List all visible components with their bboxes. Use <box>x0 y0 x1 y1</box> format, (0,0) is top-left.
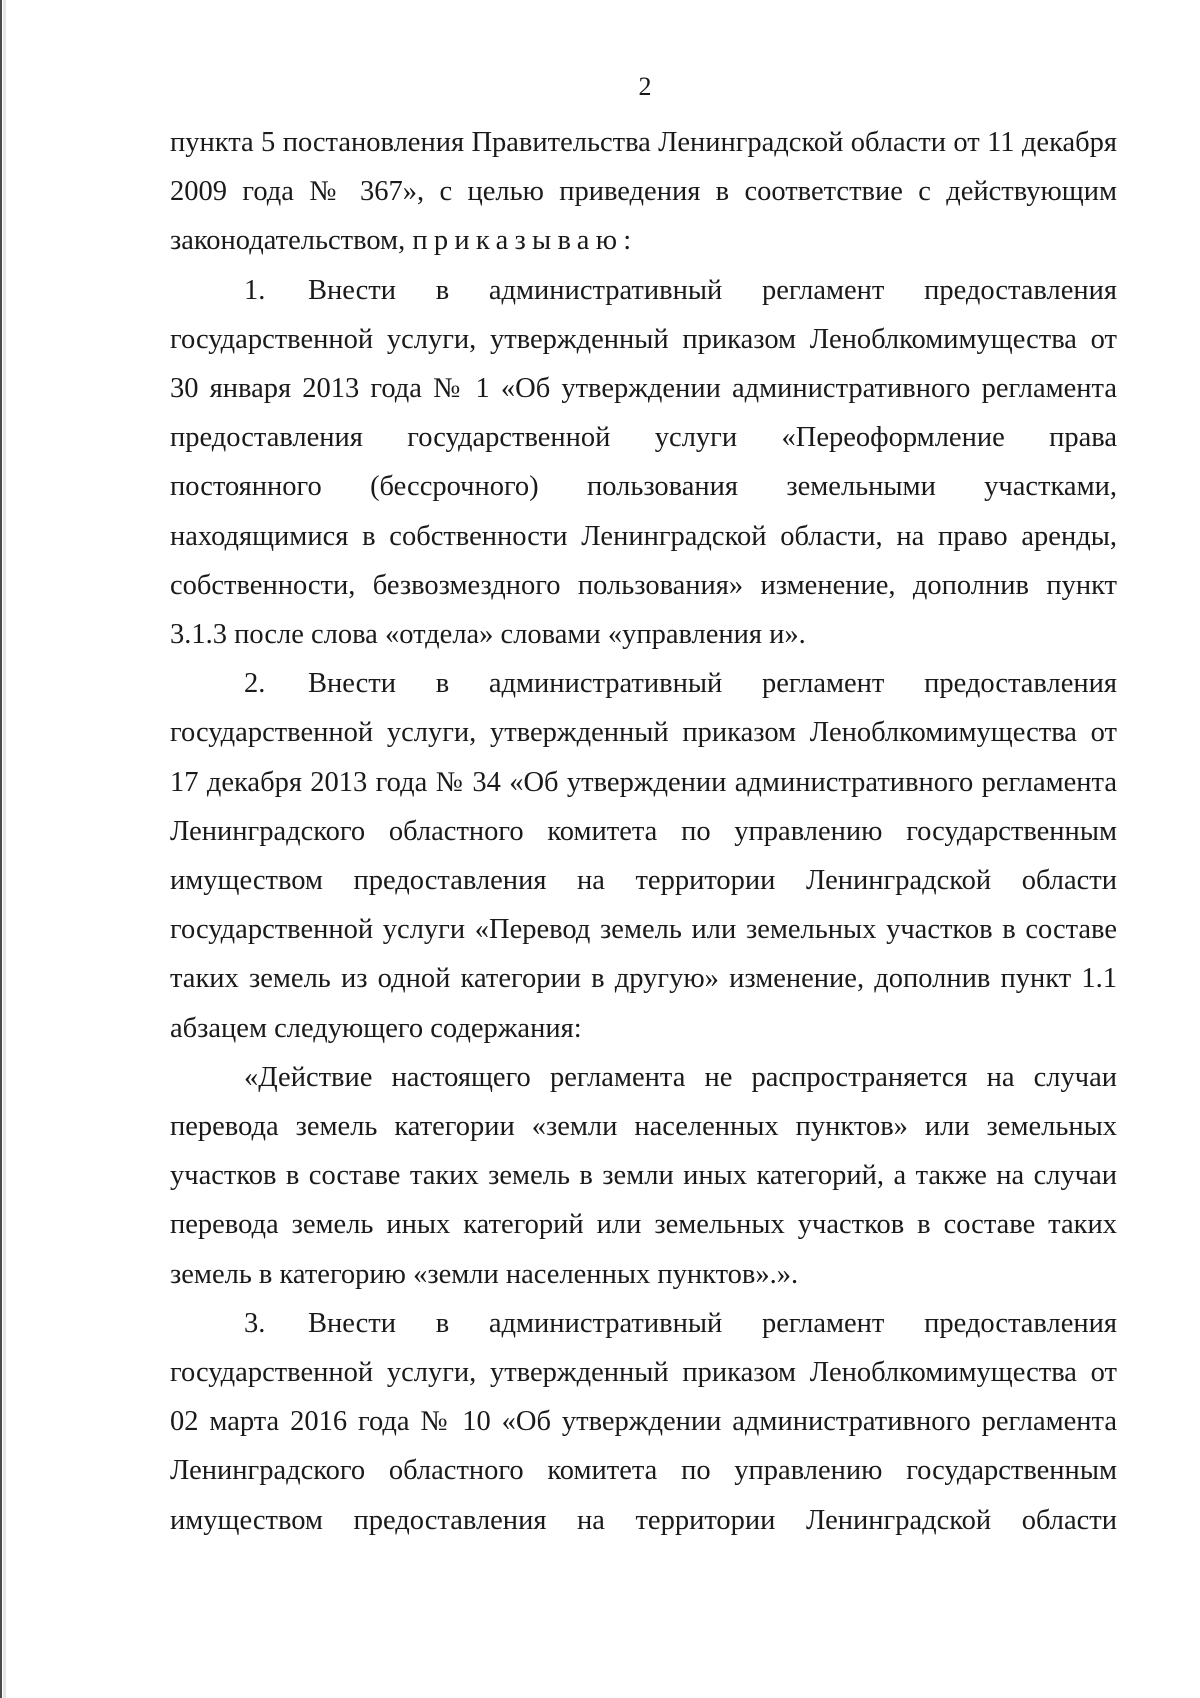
text-line: находящимися в собственности Ленинградской области, на право аренды, <box>170 520 1117 552</box>
text-line <box>170 659 1117 708</box>
text-line: участков в составе таких земель в земли иных категорий, а также на случаи <box>170 1160 1117 1192</box>
text-fragment: Внести в административный регламент предоставления <box>308 1307 1117 1339</box>
text-line: 30 января 2013 года № 1 «Об утверждении административного регламента <box>170 373 1117 405</box>
document-body <box>170 118 1117 1545</box>
text-line: имуществом предоставления на территории Ленинградской области <box>170 865 1117 897</box>
scan-edge <box>0 0 2 1698</box>
text-line: государственной услуги, утвержденный приказом Леноблкомимущества от <box>170 1357 1117 1389</box>
page-number: 2 <box>638 72 652 101</box>
scan-shadow <box>3 0 6 1698</box>
text-line: 17 декабря 2013 года № 34 «Об утверждении административного регламента <box>170 766 1117 798</box>
text-line <box>170 216 1117 265</box>
text-line: 02 марта 2016 года № 10 «Об утверждении административного регламента <box>170 1406 1117 1438</box>
text-line: государственной услуги, утвержденный приказом Леноблкомимущества от <box>170 323 1117 355</box>
text-line: собственности, безвозмездного пользования» изменение, дополнив пункт <box>170 569 1117 601</box>
intro-paragraph <box>170 118 1117 266</box>
item-number: 1. <box>244 274 266 306</box>
text-line: государственной услуги, утвержденный приказом Леноблкомимущества от <box>170 717 1117 749</box>
text-line: пункта 5 постановления Правительства Ленинградской области от 11 декабря <box>170 127 1117 158</box>
text-line: абзацем следующего содержания: <box>170 1012 582 1044</box>
text-line: имуществом предоставления на территории Ленинградской области <box>170 1504 1117 1536</box>
text-line <box>170 266 1117 315</box>
order-word: приказываю: <box>412 225 638 257</box>
text-line: предоставления государственной услуги «Переоформление права <box>170 422 1117 454</box>
text-line: перевода земель иных категорий или земельных участков в составе таких <box>170 1209 1117 1241</box>
text-line: 3.1.3 после слова «отдела» словами «управления и». <box>170 619 806 651</box>
text-line <box>170 1299 1117 1348</box>
text-line: постоянного (бессрочного) пользования земельными участками, <box>170 471 1117 503</box>
text-fragment: Внести в административный регламент предоставления <box>308 274 1117 306</box>
item-number: 3. <box>244 1307 266 1339</box>
text-fragment: Внести в административный регламент предоставления <box>308 668 1117 700</box>
item-number: 2. <box>244 668 266 700</box>
text-line: Ленинградского областного комитета по управлению государственным <box>170 815 1117 847</box>
item-2 <box>170 659 1117 1053</box>
item-1 <box>170 266 1117 660</box>
text-line: Ленинградского областного комитета по управлению государственным <box>170 1455 1117 1487</box>
text-line: государственной услуги «Перевод земель или земельных участков в составе <box>170 914 1117 946</box>
text-line: земель в категорию «земли населенных пунктов».». <box>170 1258 799 1290</box>
text-fragment: законодательством, <box>170 225 413 257</box>
text-line: перевода земель категории «земли населенных пунктов» или земельных <box>170 1111 1117 1143</box>
item-3 <box>170 1299 1117 1545</box>
quoted-paragraph <box>170 1053 1117 1299</box>
text-line: «Действие настоящего регламента не распространяется на случаи <box>244 1061 1117 1093</box>
text-line: 2009 года № 367», с целью приведения в соответствие с действующим <box>170 176 1117 208</box>
text-line: таких земель из одной категории в другую» изменение, дополнив пункт 1.1 <box>170 963 1117 995</box>
